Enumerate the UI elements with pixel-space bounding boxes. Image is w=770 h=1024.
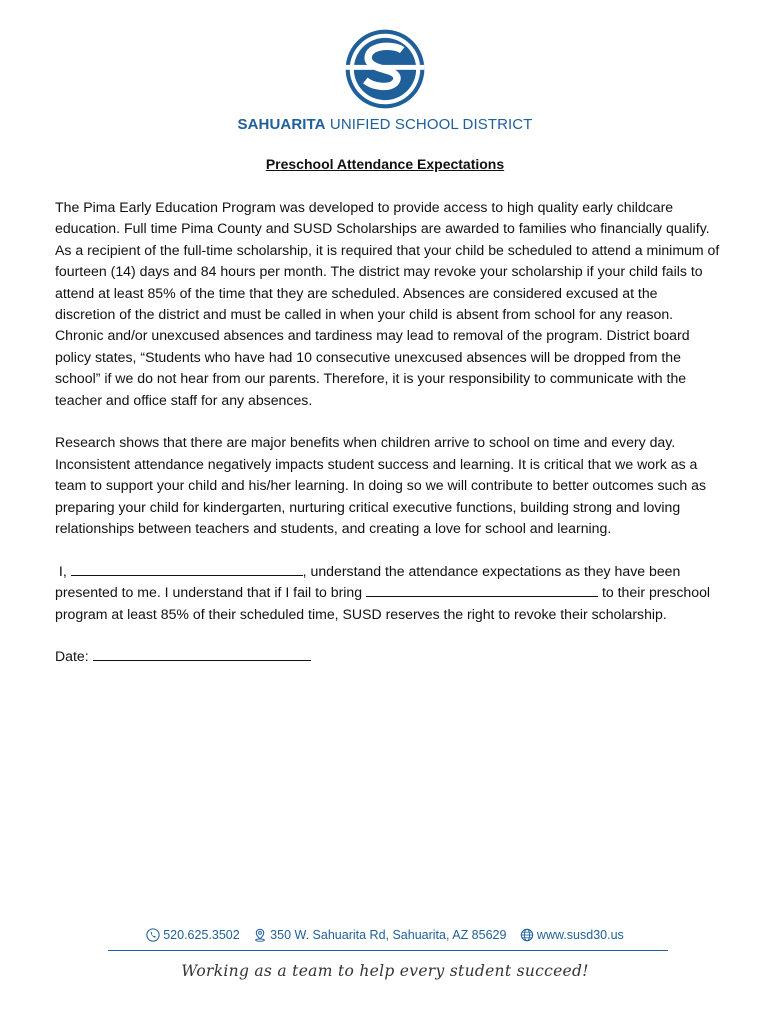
phone-icon <box>146 928 160 942</box>
child-name-field[interactable] <box>366 582 598 597</box>
agreement-start: I, <box>58 562 71 579</box>
footer-address <box>253 928 506 942</box>
address-text: 350 W. Sahuarita Rd, Sahuarita, AZ 85629 <box>270 928 507 942</box>
footer-phone <box>146 928 239 942</box>
district-name-rest: UNIFIED SCHOOL DISTRICT <box>329 116 533 133</box>
paragraph-research: Research shows that there are major benefits when children arrive to school on time and every day. Inconsistent attendance negatively impacts student success and learning. It is critical that we work as a team to support your child and his/her learning. In doing so we will contribute to better outcomes such as preparing your child for kindergarten, nurturing critical executive functions, building strong and loving relationships between teachers and students, and creating a love for school and learning. <box>55 434 707 537</box>
paragraph-program: The Pima Early Education Program was developed to provide access to high quality early childcare education. Full time Pima County and SUSD Scholarships are awarded to families who financially qualify. As a recipient of the full-time scholarship, it is required that your child be scheduled to attend a minimum of fourteen (14) days and 84 hours per month. The district may revoke your scholarship if your child fails to attend at least 85% of the time that they are scheduled. Absences are considered excused at the discretion of the district and must be called in when your child is absent from school for any reason. Chronic and/or unexcused absences and tardiness may lead to removal of the program. District board policy states, “Students who have had 10 consecutive unexcused absences will be dropped from the school” if we do not hear from our parents. Therefore, it is your responsibility to communicate with the teacher and office staff for any absences. <box>55 199 720 408</box>
footer-contact <box>0 928 770 945</box>
footer-website[interactable] <box>520 928 624 942</box>
website-link[interactable]: www.susd30.us <box>536 928 624 942</box>
footer-tagline: Working as a team to help every student succeed! <box>181 962 589 980</box>
location-pin-icon <box>253 928 267 942</box>
globe-icon <box>520 928 534 942</box>
date-label: Date: <box>55 648 93 665</box>
district-name <box>0 116 770 133</box>
district-name-bold: SAHUARITA <box>237 116 326 133</box>
page-title: Preschool Attendance Expectations <box>265 156 505 172</box>
agreement-end: to their preschool program at least 85% of their scheduled time, SUSD reserves the right to revoke their scholarship. <box>55 584 711 622</box>
document-body <box>55 197 720 689</box>
paragraph-agreement <box>55 561 720 625</box>
footer-divider <box>108 950 668 951</box>
agreement-mid: , understand the attendance expectations as they have been presented to me. I understand that if I fail to bring <box>55 562 681 601</box>
date-line <box>55 646 720 667</box>
phone-number: 520.625.3502 <box>163 928 240 942</box>
parent-name-field[interactable] <box>71 561 303 576</box>
district-logo <box>344 28 426 110</box>
date-field[interactable] <box>93 646 311 661</box>
